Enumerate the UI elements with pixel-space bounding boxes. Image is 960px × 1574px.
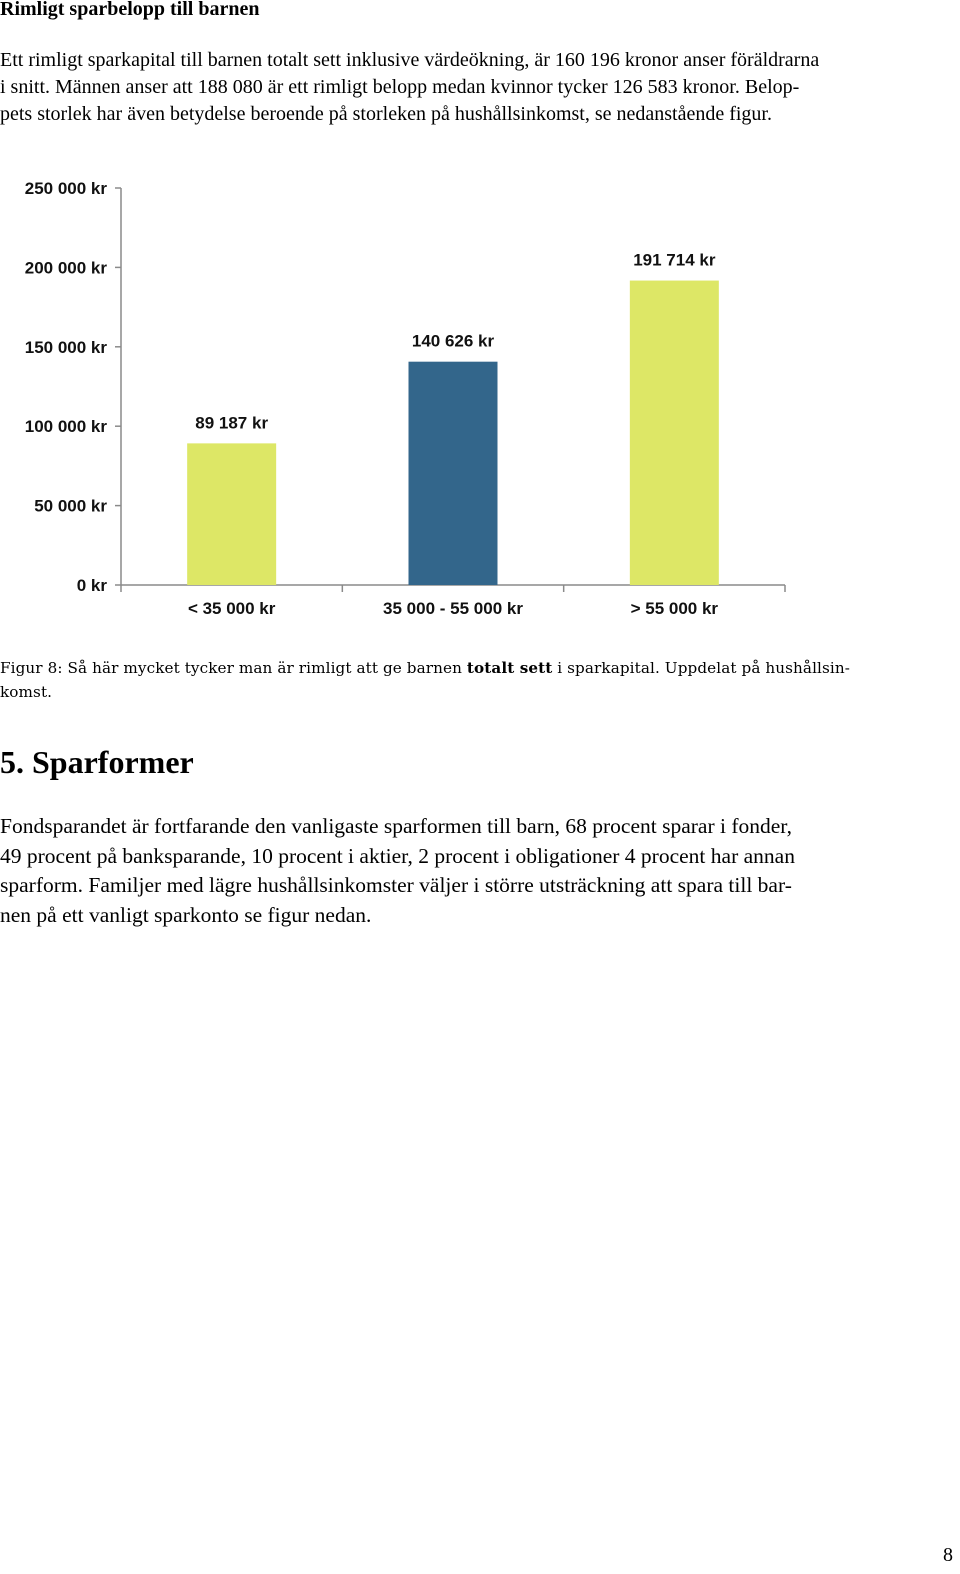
chapter-heading: 5. Sparformer: [0, 744, 194, 780]
caption-line-2: komst.: [0, 683, 53, 701]
body-line: Fondsparandet är fortfarande den vanligaste sparformen till barn, 68 procent sparar i fonder,: [0, 814, 792, 838]
bar: [187, 443, 276, 585]
x-category-label: > 55 000 kr: [630, 599, 719, 618]
y-tick-label: 0 kr: [76, 576, 107, 595]
intro-paragraph: [0, 47, 958, 128]
x-category-label: 35 000 - 55 000 kr: [383, 599, 523, 618]
y-tick-label: 200 000 kr: [24, 258, 107, 278]
y-tick-label: 250 000 kr: [24, 179, 107, 198]
figure-caption: [0, 656, 958, 704]
bar-value-label: 140 626 kr: [411, 331, 495, 351]
bar-value-label: 89 187 kr: [195, 413, 269, 433]
y-tick-label: 100 000 kr: [24, 417, 107, 437]
intro-line: i snitt. Männen anser att 188 080 är ett rimligt belopp medan kvinnor tycker 126 583 kronor. Belop-: [0, 76, 800, 98]
page-number: 8: [943, 1544, 953, 1566]
y-tick-label: 50 000 kr: [34, 496, 107, 516]
caption-bold: totalt sett: [466, 659, 553, 677]
x-category-label: < 35 000 kr: [187, 599, 276, 618]
body-line: 49 procent på banksparande, 10 procent i aktier, 2 procent i obligationer 4 procent har annan: [0, 843, 795, 868]
intro-line: Ett rimligt sparkapital till barnen totalt sett inklusive värdeökning, är 160 196 kronor anser föräldrarna: [0, 49, 820, 71]
savings-amount-bar-chart: [0, 165, 800, 625]
section-heading: Rimligt sparbelopp till barnen: [0, 0, 260, 20]
body-paragraph: [0, 812, 958, 930]
bar: [409, 362, 498, 585]
caption-suffix: i sparkapital. Uppdelat på hushållsin-: [552, 659, 850, 677]
body-line: nen på ett vanligt sparkonto se figur nedan.: [0, 902, 372, 927]
y-tick-label: 150 000 kr: [24, 337, 107, 357]
caption-line: [0, 656, 958, 680]
bar: [630, 281, 719, 585]
body-line: sparform. Familjer med lägre hushållsinkomster väljer i större utsträckning att spara till bar-: [0, 873, 792, 897]
bar-value-label: 191 714 kr: [633, 250, 716, 270]
intro-line: pets storlek har även betydelse beroende på storleken på hushållsinkomst, se nedanstående figur.: [0, 103, 772, 125]
caption-prefix: Figur 8: Så här mycket tycker man är rimligt att ge barnen: [0, 659, 467, 677]
